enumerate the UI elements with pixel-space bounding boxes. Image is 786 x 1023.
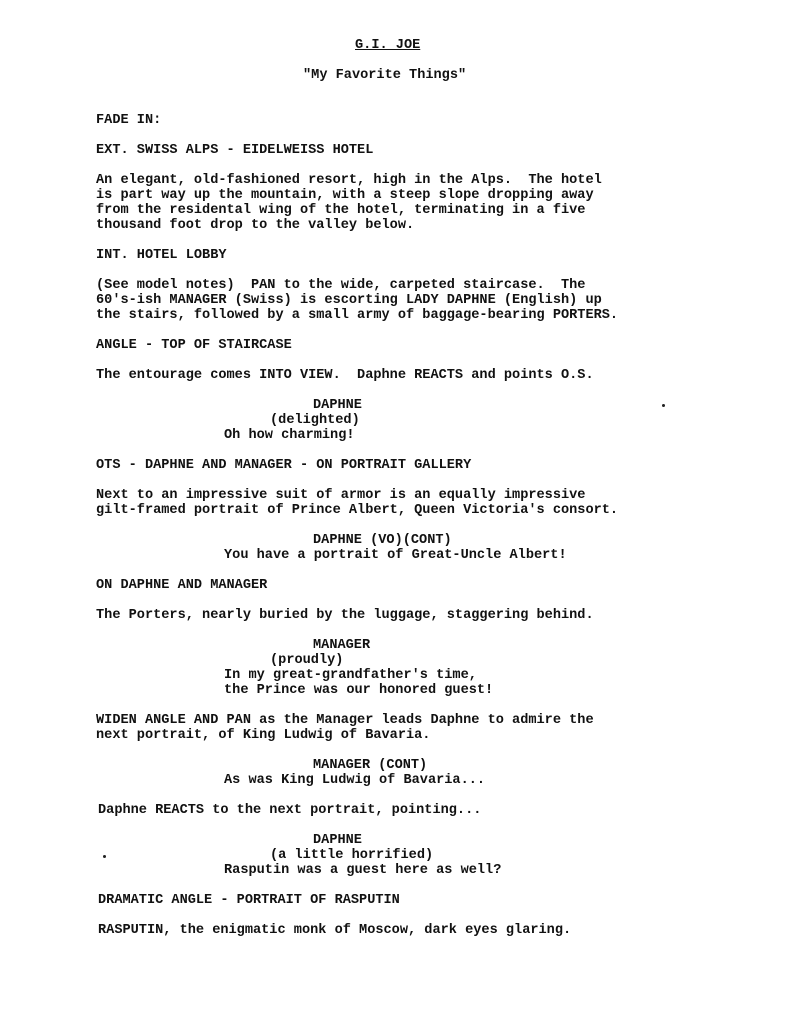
- action-line: Next to an impressive suit of armor is an equally impressive: [96, 488, 586, 503]
- action-line: RASPUTIN, the enigmatic monk of Moscow, dark eyes glaring.: [98, 923, 572, 938]
- action-line: WIDEN ANGLE AND PAN as the Manager leads Daphne to admire the: [96, 713, 594, 728]
- dialogue-line: the Prince was our honored guest!: [224, 683, 494, 698]
- action-line: from the residental wing of the hotel, terminating in a five: [96, 203, 586, 218]
- scene-heading: INT. HOTEL LOBBY: [96, 248, 227, 263]
- character-name: DAPHNE: [313, 833, 362, 848]
- character-name: MANAGER: [313, 638, 371, 653]
- transition-fade-in: FADE IN:: [96, 113, 162, 128]
- action-line: The entourage comes INTO VIEW. Daphne REACTS and points O.S.: [96, 368, 594, 383]
- character-name: DAPHNE: [313, 398, 362, 413]
- dialogue-line: In my great-grandfather's time,: [224, 668, 477, 683]
- dialogue-line: Rasputin was a guest here as well?: [224, 863, 502, 878]
- action-line: 60's-ish MANAGER (Swiss) is escorting LADY DAPHNE (English) up: [96, 293, 602, 308]
- parenthetical: (a little horrified): [270, 848, 434, 863]
- action-line: (See model notes) PAN to the wide, carpeted staircase. The: [96, 278, 586, 293]
- dialogue-line: Oh how charming!: [224, 428, 355, 443]
- character-name: DAPHNE (VO)(CONT): [313, 533, 452, 548]
- action-line: Daphne REACTS to the next portrait, pointing...: [98, 803, 482, 818]
- dialogue-line: You have a portrait of Great-Uncle Albert!: [224, 548, 567, 563]
- shot-heading: ANGLE - TOP OF STAIRCASE: [96, 338, 292, 353]
- shot-heading: ON DAPHNE AND MANAGER: [96, 578, 268, 593]
- action-line: is part way up the mountain, with a steep slope dropping away: [96, 188, 594, 203]
- dialogue-line: As was King Ludwig of Bavaria...: [224, 773, 486, 788]
- shot-heading: DRAMATIC ANGLE - PORTRAIT OF RASPUTIN: [98, 893, 400, 908]
- action-line: thousand foot drop to the valley below.: [96, 218, 415, 233]
- script-title: G.I. JOE: [355, 38, 421, 53]
- action-line: The Porters, nearly buried by the luggage, staggering behind.: [96, 608, 594, 623]
- action-line: An elegant, old-fashioned resort, high in the Alps. The hotel: [96, 173, 602, 188]
- parenthetical: (proudly): [270, 653, 344, 668]
- parenthetical: (delighted): [270, 413, 360, 428]
- margin-mark: [662, 404, 665, 407]
- action-line: gilt-framed portrait of Prince Albert, Queen Victoria's consort.: [96, 503, 619, 518]
- character-name: MANAGER (CONT): [313, 758, 428, 773]
- action-line: the stairs, followed by a small army of baggage-bearing PORTERS.: [96, 308, 619, 323]
- shot-heading: OTS - DAPHNE AND MANAGER - ON PORTRAIT GALLERY: [96, 458, 472, 473]
- scene-heading: EXT. SWISS ALPS - EIDELWEISS HOTEL: [96, 143, 374, 158]
- margin-mark: [103, 855, 106, 858]
- episode-title: "My Favorite Things": [303, 68, 467, 83]
- action-line: next portrait, of King Ludwig of Bavaria.: [96, 728, 431, 743]
